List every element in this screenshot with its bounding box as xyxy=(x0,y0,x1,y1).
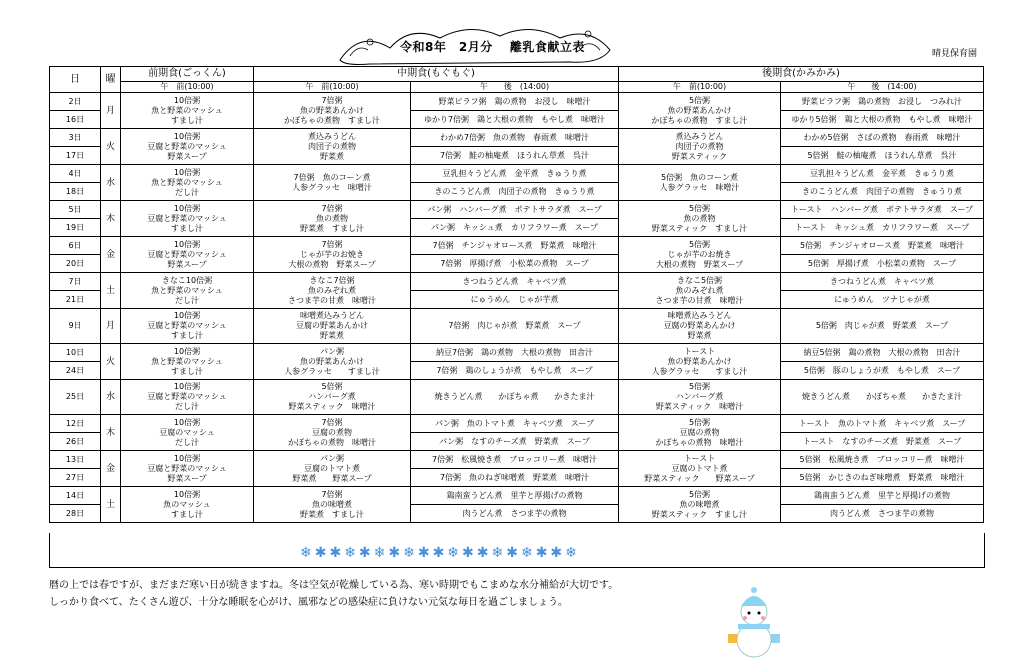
message-line: 暦の上では春ですが、まだまだ寒い日が続きますね。冬は空気が乾燥している為、寒い時期でもこまめな水分補給が大切です。 xyxy=(49,580,619,591)
menu-line: 豆腐のトマト煮 xyxy=(304,463,360,473)
mid-pm-cell: 焼きうどん煮 かぼちゃ煮 かきたま汁 xyxy=(411,380,619,415)
menu-line: 野菜煮 xyxy=(320,331,344,340)
menu-line: きなこ7倍粥 xyxy=(309,275,355,285)
late-pm-cell: 5倍粥 鮭の柚庵煮 ほうれん草煮 呉汁 xyxy=(781,147,984,165)
menu-line: 味噌煮込みうどん xyxy=(667,311,732,320)
menu-line: 5倍粥 xyxy=(688,382,711,391)
menu-line: 魚の煮物 xyxy=(316,213,348,223)
menu-line: 7倍粥 xyxy=(321,95,343,105)
mid-pm-cell: 7倍粥 魚のねぎ味噌煮 野菜煮 味噌汁 xyxy=(411,469,619,487)
menu-line: じゃが芋のお焼き xyxy=(667,249,732,259)
menu-line: きなこ5倍粥 xyxy=(676,275,723,285)
mid-pm-cell: にゅうめん じゃが芋煮 xyxy=(411,291,619,309)
early-cell xyxy=(121,309,254,344)
mid-pm-cell: わかめ7倍粥 魚の煮物 春雨煮 味噌汁 xyxy=(411,129,619,147)
mid-pm-cell: 7倍粥 松風焼き煮 ブロッコリー煮 味噌汁 xyxy=(411,451,619,469)
mid-am-cell xyxy=(254,309,411,344)
menu-line: 10倍粥 xyxy=(173,95,201,105)
date-cell: 3日 xyxy=(50,129,101,147)
table-row xyxy=(50,487,984,505)
mid-am-cell xyxy=(254,344,411,380)
menu-line: すまし汁 xyxy=(171,331,203,340)
header-middle-pm: 午 後 (14:00) xyxy=(411,82,619,93)
menu-line: 野菜煮 野菜スープ xyxy=(292,473,372,483)
weekday-cell: 水 xyxy=(101,165,121,201)
date-cell: 7日 xyxy=(50,273,101,291)
message-line: しっかり食べて、たくさん遊び、十分な睡眠を心がけ、風邪などの感染症に負けない元気な毎日を過ごしましょう。 xyxy=(49,597,568,608)
menu-line: 大根の煮物 野菜スープ xyxy=(655,259,744,269)
mid-pm-cell: 7倍粥 厚揚げ煮 小松菜の煮物 スープ xyxy=(411,255,619,273)
weekday-cell: 火 xyxy=(101,129,121,165)
late-pm-cell: 5倍粥 チンジャオロース煮 野菜煮 味噌汁 xyxy=(781,237,984,255)
menu-line: さつま芋の甘煮 味噌汁 xyxy=(288,295,376,305)
late-am-cell xyxy=(619,129,781,165)
menu-line: 10倍粥 xyxy=(173,131,201,141)
menu-line: 5倍粥 xyxy=(688,417,711,427)
menu-line: かぼちゃの煮物 味噌汁 xyxy=(655,437,744,447)
header-early-am: 午 前(10:00) xyxy=(121,82,254,93)
header-middle: 中期食(もぐもぐ) xyxy=(254,67,619,82)
header-late-am: 午 前(10:00) xyxy=(619,82,781,93)
date-cell: 9日 xyxy=(50,309,101,344)
mid-am-cell xyxy=(254,273,411,309)
date-cell: 14日 xyxy=(50,487,101,505)
menu-line: 人参グラッセ 味噌汁 xyxy=(292,182,372,192)
menu-line: 7倍粥 xyxy=(321,489,343,499)
early-cell xyxy=(121,237,254,273)
date-cell: 10日 xyxy=(50,344,101,362)
weekday-cell: 火 xyxy=(101,344,121,380)
menu-line: 10倍粥 xyxy=(173,346,201,356)
menu-line: 豆腐の野菜あんかけ xyxy=(296,321,368,330)
date-cell: 16日 xyxy=(50,111,101,129)
menu-line: 豆腐と野菜のマッシュ xyxy=(147,321,227,330)
header-middle-am: 午 前(10:00) xyxy=(254,82,411,93)
menu-line: さつま芋の甘煮 味噌汁 xyxy=(655,295,744,305)
mid-pm-cell: 7倍粥 鶏のしょうが煮 もやし煮 スープ xyxy=(411,362,619,380)
school-name: 晴見保育園 xyxy=(932,49,978,59)
menu-line: かぼちゃの煮物 味噌汁 xyxy=(288,437,376,447)
header-dow: 曜 xyxy=(101,67,121,93)
menu-line: 人参グラッセ 味噌汁 xyxy=(659,182,740,192)
late-pm-cell: トースト 魚のトマト煮 キャベツ煮 スープ xyxy=(781,415,984,433)
late-am-cell xyxy=(619,451,781,487)
date-cell: 25日 xyxy=(50,380,101,415)
late-pm-cell: 野菜ピラフ粥 鶏の煮物 お浸し つみれ汁 xyxy=(781,93,984,111)
menu-line: 魚のみぞれ煮 xyxy=(308,285,356,295)
late-pm-cell: にゅうめん ツナじゃが煮 xyxy=(781,291,984,309)
late-pm-cell: トースト ハンバーグ煮 ポテトサラダ煮 スープ xyxy=(781,201,984,219)
late-pm-cell: ゆかり5倍粥 鶏と大根の煮物 もやし煮 味噌汁 xyxy=(781,111,984,129)
menu-line: 魚のマッシュ xyxy=(163,499,211,509)
menu-line: 野菜スープ xyxy=(167,259,207,269)
menu-line: 10倍粥 xyxy=(173,311,201,320)
menu-line: トースト xyxy=(683,346,716,356)
menu-line: ハンバーグ煮 xyxy=(675,392,724,401)
date-cell: 24日 xyxy=(50,362,101,380)
menu-line: 魚の煮物 xyxy=(683,213,716,223)
menu-line: 魚の野菜あんかけ xyxy=(667,356,732,366)
menu-line: 野菜スティック すまし汁 xyxy=(651,223,748,233)
menu-line: すまし汁 xyxy=(171,509,203,519)
menu-line: 5倍粥 xyxy=(321,382,343,391)
table-row xyxy=(50,237,984,255)
menu-line: 5倍粥 魚のコーン煮 xyxy=(661,172,738,182)
menu-line: 野菜スティック 味噌汁 xyxy=(655,402,744,411)
menu-line: 豆腐の煮物 xyxy=(679,427,720,437)
menu-line: 7倍粥 魚のコーン煮 xyxy=(293,172,371,182)
mid-pm-cell: 鶏南蛮うどん煮 里芋と厚揚げの煮物 xyxy=(411,487,619,505)
early-cell xyxy=(121,165,254,201)
early-cell xyxy=(121,93,254,129)
menu-line: 5倍粥 xyxy=(688,203,711,213)
date-cell: 12日 xyxy=(50,415,101,433)
header-late: 後期食(かみかみ) xyxy=(619,67,984,82)
header-late-pm: 午 後 (14:00) xyxy=(781,82,984,93)
menu-line: だし汁 xyxy=(175,402,199,411)
menu-line: 7倍粥 xyxy=(321,417,343,427)
menu-line: きなこ10倍粥 xyxy=(161,275,213,285)
early-cell xyxy=(121,273,254,309)
late-am-cell xyxy=(619,201,781,237)
menu-line: 人参グラッセ すまし汁 xyxy=(651,366,748,376)
menu-line: 魚のみぞれ煮 xyxy=(675,285,724,295)
menu-line: だし汁 xyxy=(175,295,199,305)
menu-line: 魚の野菜あんかけ xyxy=(300,356,364,366)
mid-am-cell xyxy=(254,93,411,129)
menu-line: 7倍粥 xyxy=(321,203,343,213)
date-cell: 17日 xyxy=(50,147,101,165)
menu-body xyxy=(50,93,984,523)
menu-line: 煮込みうどん xyxy=(675,131,724,141)
menu-line: かぼちゃの煮物 すまし汁 xyxy=(651,115,748,125)
menu-line: 味噌煮込みうどん xyxy=(300,311,364,320)
weekday-cell: 金 xyxy=(101,451,121,487)
menu-line: 野菜スティック すまし汁 xyxy=(651,509,748,519)
mid-pm-cell: きつねうどん煮 キャベツ煮 xyxy=(411,273,619,291)
early-cell xyxy=(121,201,254,237)
mid-pm-cell: 7倍粥 チンジャオロース煮 野菜煮 味噌汁 xyxy=(411,237,619,255)
mid-pm-cell: パン粥 ハンバーグ煮 ポテトサラダ煮 スープ xyxy=(411,201,619,219)
menu-line: すまし汁 xyxy=(171,223,203,233)
menu-line: 煮込みうどん xyxy=(308,131,356,141)
menu-line: 豆腐と野菜のマッシュ xyxy=(147,249,227,259)
weekday-cell: 木 xyxy=(101,201,121,237)
menu-line: かぼちゃの煮物 すまし汁 xyxy=(284,115,380,125)
menu-line: 野菜スティック xyxy=(671,151,728,161)
header-early: 前期食(ごっくん) xyxy=(121,67,254,82)
late-am-cell xyxy=(619,273,781,309)
menu-line: 肉団子の煮物 xyxy=(308,141,356,151)
mid-am-cell xyxy=(254,380,411,415)
menu-line: 野菜煮 xyxy=(687,331,712,340)
menu-line: 豆腐の煮物 xyxy=(312,427,352,437)
late-am-cell xyxy=(619,487,781,523)
menu-table xyxy=(49,66,984,523)
menu-line: 10倍粥 xyxy=(173,203,201,213)
late-pm-cell: きのこうどん煮 肉団子の煮物 きゅうり煮 xyxy=(781,183,984,201)
menu-line: 魚と野菜のマッシュ xyxy=(151,285,223,295)
menu-line: 魚の味噌煮 xyxy=(679,499,720,509)
late-pm-cell: 納豆5倍粥 鶏の煮物 大根の煮物 田舎汁 xyxy=(781,344,984,362)
mid-pm-cell: 7倍粥 鮭の柚庵煮 ほうれん草煮 呉汁 xyxy=(411,147,619,165)
date-cell: 21日 xyxy=(50,291,101,309)
table-row xyxy=(50,129,984,147)
mid-pm-cell: ゆかり7倍粥 鶏と大根の煮物 もやし煮 味噌汁 xyxy=(411,111,619,129)
late-pm-cell: 5倍粥 豚のしょうが煮 もやし煮 スープ xyxy=(781,362,984,380)
date-cell: 6日 xyxy=(50,237,101,255)
date-cell: 28日 xyxy=(50,505,101,523)
late-pm-cell: 5倍粥 厚揚げ煮 小松菜の煮物 スープ xyxy=(781,255,984,273)
menu-line: 野菜スティック 野菜スープ xyxy=(644,473,755,483)
table-row xyxy=(50,165,984,183)
menu-line: 野菜スティック 味噌汁 xyxy=(288,402,376,411)
late-am-cell xyxy=(619,165,781,201)
early-cell xyxy=(121,129,254,165)
menu-line: 魚の味噌煮 xyxy=(312,499,352,509)
early-cell xyxy=(121,487,254,523)
menu-line: だし汁 xyxy=(175,187,199,197)
menu-line: 10倍粥 xyxy=(173,239,201,249)
early-cell xyxy=(121,380,254,415)
early-cell xyxy=(121,415,254,451)
mid-pm-cell: 納豆7倍粥 鶏の煮物 大根の煮物 田舎汁 xyxy=(411,344,619,362)
menu-line: じゃが芋のお焼き xyxy=(300,249,364,259)
table-row xyxy=(50,201,984,219)
mid-pm-cell: きのこうどん煮 肉団子の煮物 きゅうり煮 xyxy=(411,183,619,201)
menu-line: パン粥 xyxy=(320,453,344,463)
mid-am-cell xyxy=(254,165,411,201)
weekday-cell: 月 xyxy=(101,93,121,129)
late-am-cell xyxy=(619,344,781,380)
table-row xyxy=(50,309,984,344)
header-date: 日 xyxy=(50,67,101,93)
late-am-cell xyxy=(619,380,781,415)
date-cell: 27日 xyxy=(50,469,101,487)
menu-line: 5倍粥 xyxy=(688,239,711,249)
weekday-cell: 土 xyxy=(101,487,121,523)
mid-am-cell xyxy=(254,201,411,237)
menu-line: 豆腐と野菜のマッシュ xyxy=(147,213,227,223)
mid-pm-cell: パン粥 なすのチーズ煮 野菜煮 スープ xyxy=(411,433,619,451)
mid-pm-cell: 肉うどん煮 さつま芋の煮物 xyxy=(411,505,619,523)
menu-line: 豆腐と野菜のマッシュ xyxy=(147,463,227,473)
table-row xyxy=(50,451,984,469)
menu-line: 魚と野菜のマッシュ xyxy=(151,105,223,115)
mid-pm-cell: 野菜ピラフ粥 鶏の煮物 お浸し 味噌汁 xyxy=(411,93,619,111)
mid-am-cell xyxy=(254,487,411,523)
menu-line: 10倍粥 xyxy=(173,489,201,499)
menu-line: だし汁 xyxy=(175,437,199,447)
menu-line: 野菜スープ xyxy=(167,151,207,161)
late-am-cell xyxy=(619,309,781,344)
late-pm-cell: わかめ5倍粥 さばの煮物 春雨煮 味噌汁 xyxy=(781,129,984,147)
date-cell: 2日 xyxy=(50,93,101,111)
mid-pm-cell: パン粥 キッシュ煮 カリフラワー煮 スープ xyxy=(411,219,619,237)
late-pm-cell: 5倍粥 かじきのねぎ味噌煮 野菜煮 味噌汁 xyxy=(781,469,984,487)
late-pm-cell: トースト なすのチーズ煮 野菜煮 スープ xyxy=(781,433,984,451)
late-am-cell xyxy=(619,237,781,273)
date-cell: 5日 xyxy=(50,201,101,219)
menu-line: トースト xyxy=(683,453,716,463)
menu-line: 豆腐のマッシュ xyxy=(159,427,215,437)
menu-line: 野菜煮 すまし汁 xyxy=(300,223,364,233)
mid-am-cell xyxy=(254,129,411,165)
late-pm-cell: トースト キッシュ煮 カリフラワー煮 スープ xyxy=(781,219,984,237)
menu-line: 5倍粥 xyxy=(688,489,711,499)
late-pm-cell: 5倍粥 肉じゃが煮 野菜煮 スープ xyxy=(781,309,984,344)
late-pm-cell: 5倍粥 松風焼き煮 ブロッコリー煮 味噌汁 xyxy=(781,451,984,469)
table-row xyxy=(50,273,984,291)
menu-line: 10倍粥 xyxy=(173,382,201,391)
menu-line: 10倍粥 xyxy=(173,417,201,427)
mid-pm-cell: 7倍粥 肉じゃが煮 野菜煮 スープ xyxy=(411,309,619,344)
late-pm-cell: 豆乳担々うどん煮 金平煮 きゅうり煮 xyxy=(781,165,984,183)
menu-line: 豆腐と野菜のマッシュ xyxy=(147,392,227,401)
date-cell: 26日 xyxy=(50,433,101,451)
table-row xyxy=(50,344,984,362)
weekday-cell: 土 xyxy=(101,273,121,309)
late-pm-cell: 肉うどん煮 さつま芋の煮物 xyxy=(781,505,984,523)
menu-line: 10倍粥 xyxy=(173,453,201,463)
menu-line: 7倍粥 xyxy=(321,239,343,249)
late-pm-cell: きつねうどん煮 キャベツ煮 xyxy=(781,273,984,291)
table-row xyxy=(50,93,984,111)
menu-line: ハンバーグ煮 xyxy=(308,392,356,401)
menu-line: 豆腐のトマト煮 xyxy=(671,463,728,473)
menu-line: 野菜煮 すまし汁 xyxy=(300,509,364,519)
page-title: 令和8年 2月分 離乳食献立表 xyxy=(400,40,585,54)
mid-pm-cell: 豆乳担々うどん煮 金平煮 きゅうり煮 xyxy=(411,165,619,183)
weekday-cell: 金 xyxy=(101,237,121,273)
date-cell: 4日 xyxy=(50,165,101,183)
date-cell: 19日 xyxy=(50,219,101,237)
menu-line: パン粥 xyxy=(320,346,344,356)
weekday-cell: 水 xyxy=(101,380,121,415)
late-am-cell xyxy=(619,93,781,129)
table-row xyxy=(50,415,984,433)
menu-line: 魚の野菜あんかけ xyxy=(667,105,732,115)
weekday-cell: 木 xyxy=(101,415,121,451)
menu-line: すまし汁 xyxy=(171,115,203,125)
snowflake-icon: ❄✱✱❄✱❄✱❄✱✱❄✱✱❄✱❄✱✱❄ xyxy=(300,545,580,561)
late-pm-cell: 鶏南蛮うどん煮 里芋と厚揚げの煮物 xyxy=(781,487,984,505)
menu-line: 大根の煮物 野菜スープ xyxy=(288,259,376,269)
date-cell: 18日 xyxy=(50,183,101,201)
menu-line: 魚の野菜あんかけ xyxy=(300,105,364,115)
weekday-cell: 月 xyxy=(101,309,121,344)
mid-am-cell xyxy=(254,451,411,487)
early-cell xyxy=(121,344,254,380)
menu-line: 野菜煮 xyxy=(320,151,344,161)
early-cell xyxy=(121,451,254,487)
menu-line: 人参グラッセ すまし汁 xyxy=(284,366,380,376)
snowman-icon xyxy=(714,580,794,660)
menu-line: 豆腐の野菜あんかけ xyxy=(663,321,736,330)
menu-line: 豆腐と野菜のマッシュ xyxy=(147,141,227,151)
menu-line: 5倍粥 xyxy=(688,95,711,105)
menu-line: 肉団子の煮物 xyxy=(675,141,724,151)
menu-line: すまし汁 xyxy=(171,366,203,376)
date-cell: 20日 xyxy=(50,255,101,273)
late-am-cell xyxy=(619,415,781,451)
menu-line: 魚と野菜のマッシュ xyxy=(151,356,223,366)
mid-am-cell xyxy=(254,415,411,451)
mid-pm-cell: パン粥 魚のトマト煮 キャベツ煮 スープ xyxy=(411,415,619,433)
table-row xyxy=(50,380,984,415)
menu-line: 10倍粥 xyxy=(173,167,201,177)
date-cell: 13日 xyxy=(50,451,101,469)
late-pm-cell: 焼きうどん煮 かぼちゃ煮 かきたま汁 xyxy=(781,380,984,415)
menu-line: 野菜スープ xyxy=(167,473,207,483)
mid-am-cell xyxy=(254,237,411,273)
menu-line: 魚と野菜のマッシュ xyxy=(151,177,223,187)
